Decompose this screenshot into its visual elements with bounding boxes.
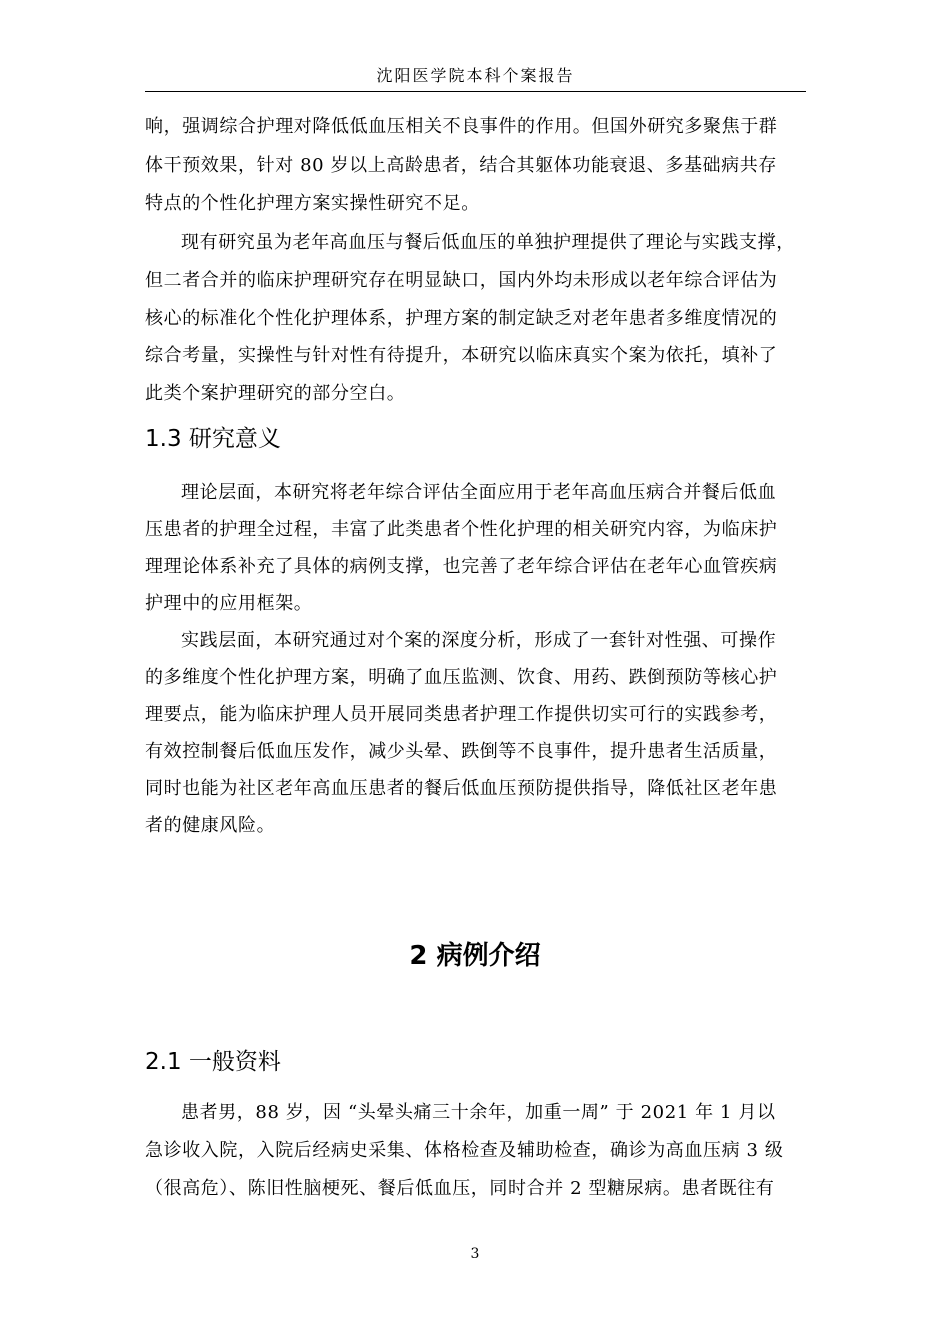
chapter-heading: 2 病例介绍 [409, 941, 541, 971]
paragraph-line: 的多维度个性化护理方案，明确了血压监测、饮食、用药、跌倒预防等核心护 [145, 667, 778, 688]
paragraph-line: 实践层面，本研究通过对个案的深度分析，形成了一套针对性强、可操作 [181, 630, 777, 651]
paragraph-line: 理理论体系补充了具体的病例支撑，也完善了老年综合评估在老年心血管疾病 [145, 556, 778, 577]
paragraph-line: 有效控制餐后低血压发作，减少头晕、跌倒等不良事件，提升患者生活质量， [145, 741, 778, 762]
paragraph-line: 体干预效果，针对 80 岁以上高龄患者，结合其躯体功能衰退、多基础病共存 [145, 155, 777, 176]
paragraph-line: 特点的个性化护理方案实操性研究不足。 [145, 193, 480, 214]
paragraph-line: 急诊收入院，入院后经病史采集、体格检查及辅助检查，确诊为高血压病 3 级 [145, 1140, 784, 1161]
paragraph-line: 压患者的护理全过程，丰富了此类患者个性化护理的相关研究内容，为临床护 [145, 519, 778, 540]
paragraph-line: 现有研究虽为老年高血压与餐后低血压的单独护理提供了理论与实践支撑， [181, 232, 795, 253]
paragraph-line: 患者男，88 岁，因 “头晕头痛三十余年，加重一周” 于 2021 年 1 月以 [181, 1102, 776, 1123]
paragraph-line: 者的健康风险。 [145, 815, 276, 836]
paragraph-line: 但二者合并的临床护理研究存在明显缺口，国内外均未形成以老年综合评估为 [145, 270, 778, 291]
paragraph-line: 响，强调综合护理对降低低血压相关不良事件的作用。但国外研究多聚焦于群 [145, 116, 778, 137]
paragraph-line: 理要点，能为临床护理人员开展同类患者护理工作提供切实可行的实践参考， [145, 704, 778, 725]
header-rule [145, 91, 806, 92]
paragraph-line: 同时也能为社区老年高血压患者的餐后低血压预防提供指导，降低社区老年患 [145, 778, 778, 799]
paragraph-line: 核心的标准化个性化护理体系，护理方案的制定缺乏对老年患者多维度情况的 [145, 308, 778, 329]
paragraph-line: （很高危）、陈旧性脑梗死、餐后低血压，同时合并 2 型糖尿病。患者既往有 [145, 1178, 775, 1199]
page-number: 3 [470, 1246, 480, 1262]
paragraph-line: 此类个案护理研究的部分空白。 [145, 383, 406, 404]
paragraph-line: 理论层面，本研究将老年综合评估全面应用于老年高血压病合并餐后低血 [181, 482, 777, 503]
paragraph-line: 护理中的应用框架。 [145, 593, 313, 614]
section-heading: 2.1 一般资料 [145, 1049, 281, 1075]
section-heading: 1.3 研究意义 [145, 426, 281, 452]
page-header: 沈阳医学院本科个案报告 [376, 66, 575, 85]
paragraph-line: 综合考量，实操性与针对性有待提升，本研究以临床真实个案为依托，填补了 [145, 345, 778, 366]
